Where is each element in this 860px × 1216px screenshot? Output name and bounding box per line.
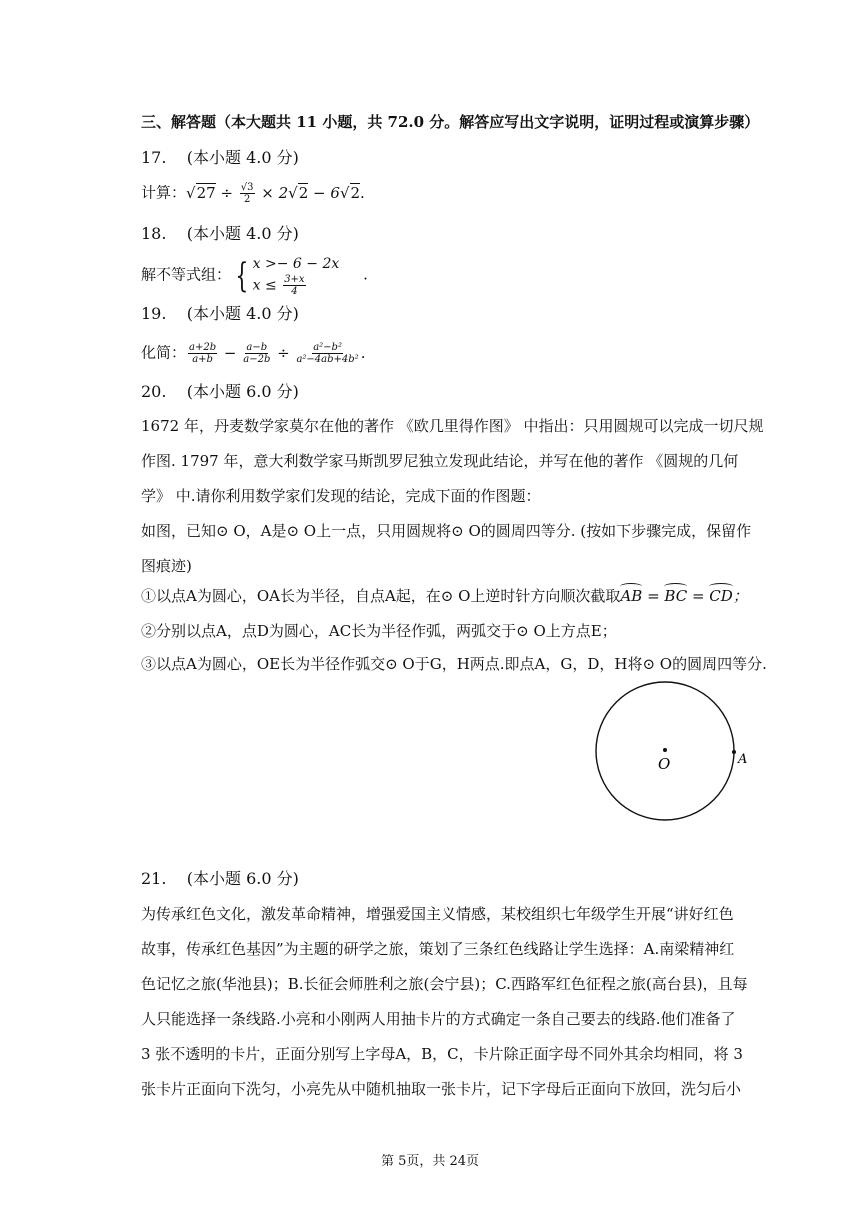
label-a: A (738, 752, 748, 767)
question-prompt: 化简： (141, 343, 187, 362)
question-number: 21. (141, 869, 167, 888)
paragraph-line: 人只能选择一条线路.小亮和小刚两人用抽卡片的方式确定一条自己要去的线路.他们准备了 (141, 1010, 736, 1028)
paragraph-line: 图痕迹) (141, 557, 192, 575)
center-point (663, 748, 667, 752)
question-number: 18. (141, 224, 167, 243)
question-score: (本小题 4.0 分) (186, 304, 299, 323)
section-header: 三、解答题（本大题共 11 小题，共 72.0 分。解答应写出文字说明，证明过程或演算步骤） (141, 113, 760, 131)
paragraph-line: 学》 中.请你利用数学家们发现的结论，完成下面的作图题： (141, 487, 541, 505)
question-number: 19. (141, 304, 167, 323)
question-prompt: 计算： (141, 183, 187, 202)
inequality-system: { x >− 6 − 2x x ≤ $\frac{3+x}{4}$ (235, 255, 340, 297)
math-expression: √27 ÷ $\frac{√3}{2}$ × 2√2 − 6√2. (186, 182, 365, 205)
paragraph-line: 1672 年，丹麦数学家莫尔在他的著作 《欧几里得作图》 中指出：只用圆规可以完成一切尺规 (141, 417, 764, 435)
point-a (732, 750, 736, 754)
paragraph-line: 作图. 1797 年，意大利数学家马斯凯罗尼独立发现此结论，并写在他的著作 《圆规的几何 (141, 452, 739, 470)
step-3: ③以点A为圆心，OE长为半径作弧交⊙ O于G，H两点.即点A，G，D，H将⊙ O的圆周四等分. (141, 655, 767, 673)
step-1: ①以点A为圆心，OA长为半径，自点A起，在⊙ O上逆时针方向顺次截取AB = BC = CD； (141, 587, 748, 605)
paragraph-line: 3 张不透明的卡片，正面分别写上字母A，B，C，卡片除正面字母不同外其余均相同，将 3 (141, 1045, 743, 1063)
question-19-body (141, 342, 365, 365)
question-17-body (141, 182, 365, 205)
question-number: 20. (141, 382, 167, 401)
question-number: 17. (141, 148, 167, 167)
question-19-header (141, 304, 299, 324)
question-18-body: 解不等式组： { x >− 6 − 2x x ≤ $\frac{3+x}{4}$ . (141, 255, 368, 297)
math-expression: $\frac{a+2b}{a+b}$ − $\frac{a-b}{a-2b}$ ÷ $\frac{\text{a²−b²}}{\text{a²−4ab+4b²}}$ . (189, 342, 366, 365)
question-score: (本小题 6.0 分) (186, 382, 299, 401)
question-17-header (141, 148, 299, 168)
circle-figure (590, 676, 760, 826)
question-18-header (141, 224, 299, 244)
question-21-header (141, 869, 299, 889)
label-o: O (658, 755, 671, 773)
paragraph-line: 如图，已知⊙ O，A是⊙ O上一点，只用圆规将⊙ O的圆周四等分. (按如下步骤完成，保留作 (141, 522, 752, 540)
question-score: (本小题 4.0 分) (186, 148, 299, 167)
paragraph-line: 色记忆之旅(华池县)；B.长征会师胜利之旅(会宁县)；C.西路军红色征程之旅(高台县)，且每 (141, 975, 748, 993)
step-2: ②分别以点A，点D为圆心，AC长为半径作弧，两弧交于⊙ O上方点E； (141, 622, 617, 640)
page-footer: 第 5页，共 24页 (380, 1154, 480, 1169)
question-score: (本小题 6.0 分) (186, 869, 299, 888)
paragraph-line: 故事，传承红色基因”为主题的研学之旅，策划了三条红色线路让学生选择：A.南梁精神红 (141, 940, 735, 958)
paragraph-line: 张卡片正面向下洗匀，小亮先从中随机抽取一张卡片，记下字母后正面向下放回，洗匀后小 (141, 1080, 742, 1098)
paragraph-line: 为传承红色文化，激发革命精神，增强爱国主义情感，某校组织七年级学生开展“讲好红色 (141, 905, 734, 923)
question-prompt: 解不等式组： (141, 265, 232, 284)
question-20-header (141, 382, 299, 402)
question-score: (本小题 4.0 分) (186, 224, 299, 243)
